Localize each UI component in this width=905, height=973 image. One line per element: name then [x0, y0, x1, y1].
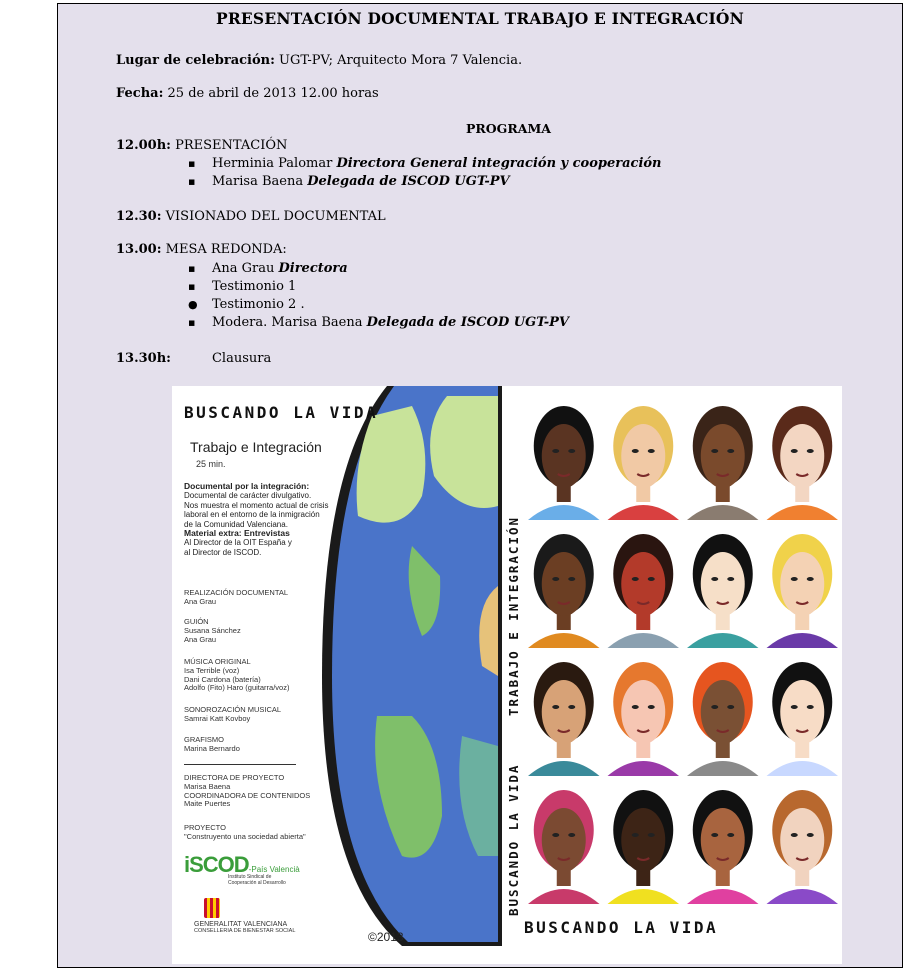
list-item: [188, 174, 510, 189]
face-portrait: [687, 406, 759, 520]
face-portrait: [767, 534, 839, 648]
session-title: VISIONADO DEL DOCUMENTAL: [161, 209, 386, 224]
speaker-name: Testimonio 1: [212, 279, 297, 294]
description-line: Nos muestra el momento actual de crisis: [184, 500, 329, 510]
session-time: 13.30h:: [116, 351, 171, 366]
credit-block: [184, 736, 240, 754]
credit-name: Ana Grau: [184, 596, 217, 606]
program-heading: PROGRAMA: [466, 121, 551, 136]
venue-line: [116, 53, 522, 68]
description-line: laboral en el entorno de la inmigración: [184, 510, 320, 520]
session-3: [116, 242, 287, 257]
credit-name: Ana Grau: [184, 634, 217, 644]
iscod-sub-line: Instituto Sindical de: [228, 874, 272, 880]
document-page: [57, 3, 903, 968]
credit-role: DIRECTORA DE PROYECTO: [184, 773, 285, 782]
credit-name: "Construyento una sociedad abierta": [184, 831, 306, 841]
credit-name: Marina Bernardo: [184, 743, 240, 753]
spine-title-2: BUSCANDO LA VIDA: [506, 763, 521, 916]
credit-name: Samrai Katt Kovboy: [184, 713, 251, 723]
list-item: [188, 297, 305, 312]
gv-name: GENERALITAT VALENCIANA: [194, 921, 288, 928]
credit-role: PROYECTO: [184, 823, 226, 832]
credit-role: MÚSICA ORIGINAL: [184, 657, 251, 666]
description-line: de la Comunidad Valenciana.: [184, 519, 288, 529]
date-line: [116, 86, 379, 101]
speaker-name: Testimonio 2 .: [212, 297, 305, 312]
session-1: [116, 138, 287, 153]
flyer-description: [184, 482, 329, 557]
credit-name: Maite Puertes: [184, 799, 231, 809]
face-portrait: [528, 790, 600, 904]
bullet-icon: ●: [188, 298, 198, 311]
extra-line: al Director de ISCOD.: [184, 547, 262, 557]
credit-name: Marisa Baena: [184, 781, 231, 791]
venue-label: Lugar de celebración:: [116, 53, 275, 68]
face-portrait: [608, 534, 680, 648]
credit-name: Dani Cardona (batería): [184, 674, 261, 684]
description-line: Documental de carácter divulgativo.: [184, 491, 312, 501]
copyright: ©2013: [368, 930, 404, 944]
page-title: PRESENTACIÓN DOCUMENTAL TRABAJO E INTEGRACIÓN: [215, 9, 744, 28]
face-portrait: [767, 662, 839, 776]
credit-name: Adolfo (Fito) Haro (guitarra/voz): [184, 683, 290, 693]
credit-role: REALIZACIÓN DOCUMENTAL: [184, 588, 289, 597]
description-heading: Documental por la integración:: [184, 481, 310, 491]
list-item: [188, 315, 569, 330]
flyer-subtitle: Trabajo e Integración: [190, 439, 322, 455]
speaker-name: Herminia Palomar: [212, 156, 337, 171]
speaker-role: Delegada de ISCOD UGT-PV: [366, 315, 569, 330]
flyer-bottom-title: BUSCANDO LA VIDA: [524, 918, 719, 937]
speaker-role: Delegada de ISCOD UGT-PV: [307, 174, 510, 189]
flyer-title: BUSCANDO LA VIDA: [184, 403, 379, 422]
credit-block: [184, 618, 241, 644]
extra-heading: Material extra: Entrevistas: [184, 528, 290, 539]
spine-title: TRABAJO E INTEGRACIÓN: [506, 515, 521, 716]
session-time: 12.00h:: [116, 138, 171, 153]
venue-value: UGT-PV; Arquitecto Mora 7 Valencia.: [274, 53, 523, 68]
face-portrait: [528, 406, 600, 520]
bullet-icon: ▪: [188, 157, 196, 170]
session-title: PRESENTACIÓN: [170, 138, 288, 153]
speaker-role: Directora: [278, 261, 348, 276]
face-portrait: [687, 662, 759, 776]
extra-line: Al Director de la OIT España y: [184, 538, 292, 548]
faces-illustration: [524, 396, 842, 916]
session-title: MESA REDONDA:: [161, 242, 287, 257]
speaker-name: Modera. Marisa Baena: [212, 315, 367, 330]
face-portrait: [767, 406, 839, 520]
iscod-sub-line: Cooperación al Desarrollo: [228, 880, 286, 886]
crest-icon: [204, 898, 220, 918]
credit-block: [184, 658, 289, 693]
iscod-subtitle: [228, 874, 286, 886]
list-item: [188, 261, 348, 276]
speaker-name: Ana Grau: [212, 261, 279, 276]
credit-role: GUIÓN: [184, 617, 209, 626]
face-portrait: [767, 790, 839, 904]
bullet-icon: ▪: [188, 175, 196, 188]
bullet-icon: ▪: [188, 280, 196, 293]
list-item: [188, 156, 662, 171]
bullet-icon: ▪: [188, 316, 196, 329]
speaker-role: Directora General integración y cooperación: [336, 156, 662, 171]
credit-role: GRAFISMO: [184, 735, 225, 744]
face-portrait: [687, 534, 759, 648]
session-title: Clausura: [211, 351, 272, 366]
date-value: 25 de abril de 2013 12.00 horas: [163, 86, 379, 101]
flyer-duration: 25 min.: [196, 459, 226, 469]
dvd-cover-image: [172, 386, 842, 964]
credit-name: Susana Sánchez: [184, 625, 241, 635]
credit-role: COORDINADORA DE CONTENIDOS: [184, 790, 311, 800]
generalitat-logo: [194, 898, 295, 934]
credit-name: Isa Terrible (voz): [184, 665, 240, 675]
iscod-region: -País Valencià: [248, 865, 300, 874]
face-portrait: [528, 662, 600, 776]
session-time: 13.00:: [116, 242, 162, 257]
session-2: [116, 209, 386, 224]
face-portrait: [608, 790, 680, 904]
list-item: [188, 279, 296, 294]
credit-block: [184, 589, 288, 607]
bullet-icon: ▪: [188, 262, 196, 275]
face-portrait: [608, 406, 680, 520]
session-4: [116, 351, 271, 366]
session-time: 12.30:: [116, 209, 162, 224]
divider: [184, 764, 296, 765]
face-portrait: [687, 790, 759, 904]
credit-block: [184, 824, 306, 842]
credit-block: [184, 774, 310, 809]
credit-role: SONOROZACIÓN MUSICAL: [184, 705, 282, 714]
face-portrait: [608, 662, 680, 776]
speaker-name: Marisa Baena: [212, 174, 308, 189]
date-label: Fecha:: [116, 86, 164, 101]
face-portrait: [528, 534, 600, 648]
iscod-logo-text: iSCOD: [184, 852, 249, 877]
iscod-logo: [184, 852, 300, 886]
gv-dept: CONSELLERIA DE BIENESTAR SOCIAL: [194, 928, 296, 934]
credit-block: [184, 706, 281, 724]
